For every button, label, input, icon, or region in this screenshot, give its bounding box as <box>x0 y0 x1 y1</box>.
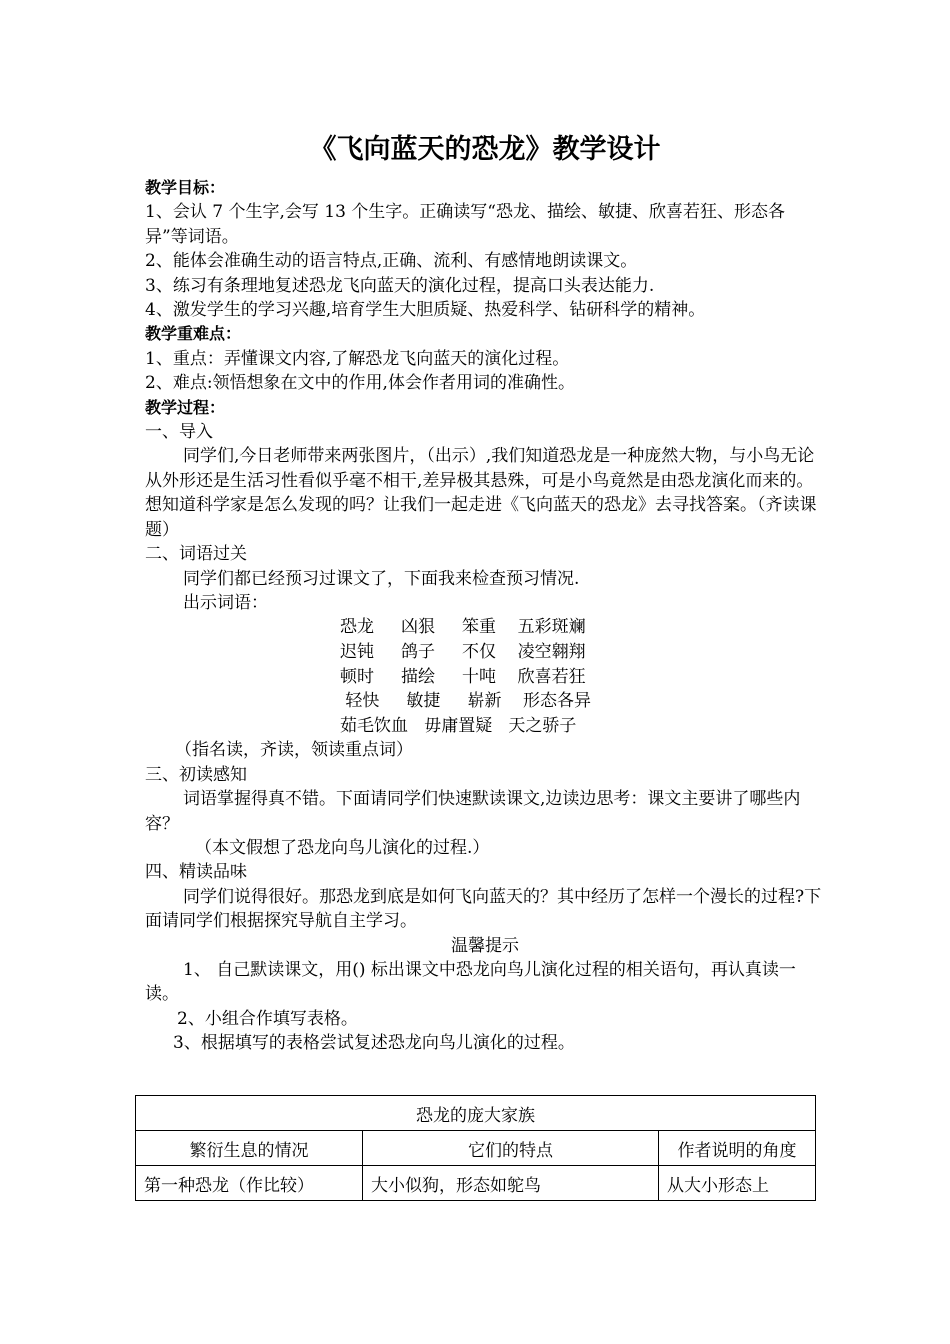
table-cell: 大小似狗，形态如鸵鸟 <box>363 1166 659 1201</box>
process-heading: 教学过程： <box>145 397 226 417</box>
table-caption: 恐龙的庞大家族 <box>136 1096 816 1131</box>
goal-item-1: 1、会认 7 个生字,会写 13 个生字。正确读写“恐龙、描绘、敏捷、欣喜若狂、形态各异”等词语。 <box>145 202 785 247</box>
section-2-title: 二、词语过关 <box>145 544 247 565</box>
vocabulary-row: 轻快 敏捷 崭新 形态各异 <box>340 691 592 712</box>
keypoints-heading: 教学重难点： <box>145 324 242 344</box>
document-page <box>145 130 825 1056</box>
vocabulary-row: 迟钝 鸽子 不仅 凌空翱翔 <box>340 641 586 662</box>
section-4-title: 四、精读品味 <box>145 862 247 883</box>
keypoint-item-2: 2、难点:领悟想象在文中的作用,体会作者用词的准确性。 <box>145 373 575 394</box>
vocabulary-list <box>340 615 825 738</box>
keypoint-item-1: 1、重点：弄懂课文内容,了解恐龙飞向蓝天的演化过程。 <box>145 348 570 369</box>
section-2-text: 同学们都已经预习过课文了，下面我来检查预习情况. <box>183 568 580 589</box>
dinosaur-family-table <box>135 1095 816 1201</box>
section-3-title: 三、初读感知 <box>145 764 247 785</box>
goal-item-2: 2、能体会准确生动的语言特点,正确、流利、有感情地朗读课文。 <box>145 251 638 272</box>
document-title: 《飞向蓝天的恐龙》教学设计 <box>309 134 661 165</box>
tip-item-1: 1、 自己默读课文，用() 标出课文中恐龙向鸟儿演化过程的相关语句，再认真读一读。 <box>145 959 796 1005</box>
goals-heading: 教学目标： <box>145 178 226 197</box>
table-header-cell: 繁衍生息的情况 <box>136 1131 363 1166</box>
tips-title: 温馨提示 <box>451 935 519 956</box>
section-3-text: 词语掌握得真不错。下面请同学们快速默读课文,边读边思考：课文主要讲了哪些内容？ <box>145 789 801 834</box>
vocabulary-row: 茹毛饮血 毋庸置疑 天之骄子 <box>340 715 577 736</box>
section-4-text: 同学们说得很好。那恐龙到底是如何飞向蓝天的？其中经历了怎样一个漫长的过程?下面请同学们根据探究导航自主学习。 <box>145 886 822 932</box>
section-2-show: 出示词语： <box>183 592 268 613</box>
section-1-text: 同学们,今日老师带来两张图片，（出示）,我们知道恐龙是一种庞然大物，与小鸟无论从外形还是生活习性看似乎毫不相干,差异极其悬殊，可是小鸟竟然是由恐龙演化而来的。想知道科学家是怎么发现的吗？让我们一起走进《飞向蓝天的恐龙》去寻找答案。（齐读课题） <box>145 446 817 540</box>
tip-item-3: 3、根据填写的表格尝试复述恐龙向鸟儿演化的过程。 <box>173 1033 575 1054</box>
table-cell: 第一种恐龙（作比较） <box>136 1166 363 1201</box>
table-header-cell: 它们的特点 <box>363 1131 659 1166</box>
table-row <box>136 1166 816 1201</box>
goal-item-3: 3、练习有条理地复述恐龙飞向蓝天的演化过程，提高口头表达能力. <box>145 275 655 296</box>
section-1-title: 一、导入 <box>145 422 213 443</box>
vocabulary-row: 恐龙 凶狠 笨重 五彩斑斓 <box>340 617 586 638</box>
table-header-row <box>136 1131 816 1166</box>
table-cell: 从大小形态上 <box>659 1166 816 1201</box>
section-3-answer: （本文假想了恐龙向鸟儿演化的过程.） <box>195 837 490 858</box>
section-2-note: （指名读，齐读，领读重点词） <box>175 740 413 761</box>
table-caption-row <box>136 1096 816 1131</box>
goal-item-4: 4、激发学生的学习兴趣,培育学生大胆质疑、热爱科学、钻研科学的精神。 <box>145 300 706 321</box>
vocabulary-row: 顿时 描绘 十吨 欣喜若狂 <box>340 666 586 687</box>
table-header-cell: 作者说明的角度 <box>659 1131 816 1166</box>
tip-item-2: 2、小组合作填写表格。 <box>177 1008 358 1029</box>
